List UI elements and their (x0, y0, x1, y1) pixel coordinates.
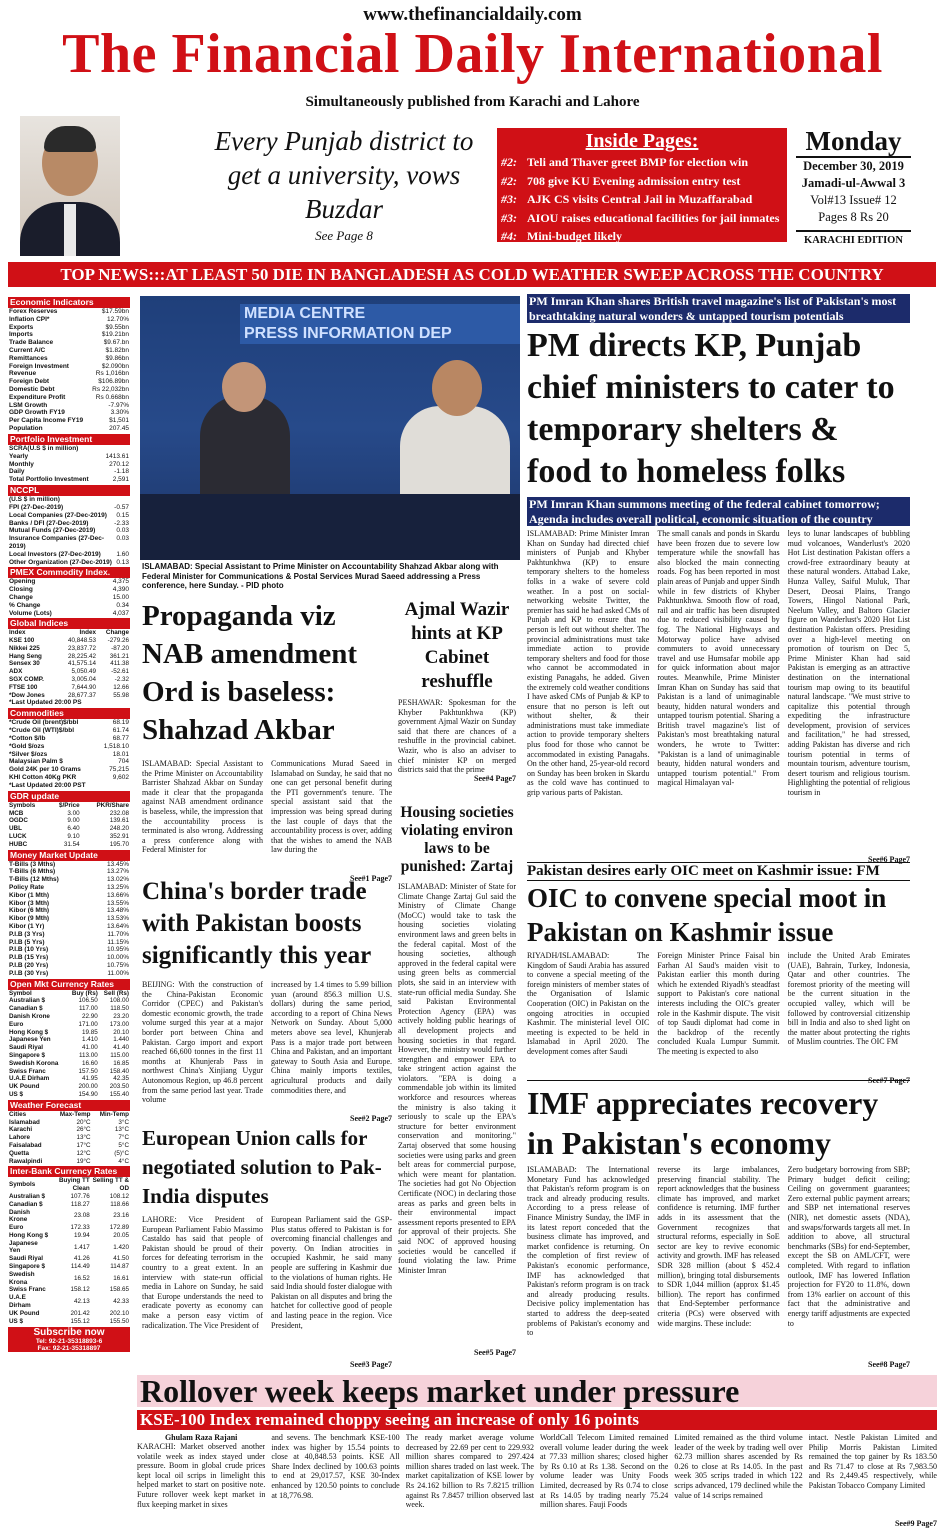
table-row: Euro 172.33 172.89 (9, 1224, 129, 1232)
sidebar-row: *Silver $/ozs 18.01 (9, 750, 129, 758)
story-body: Zero budgetary borrowing from SBP; Primary budget deficit ceiling; Ceiling on government guarantees; Zero external public payment arrears; and SBP net international reserves (NIR), net domestic assets (NDA), and swaps/forwards targets all met. In addition to above, all structural benchmarks (SBs) for end-September, except the SB on AML/CFT, were completed. With regard to inflation outlook, IMF has lowered Inflation projection for FY20 to 11.8%, down from 13% earlier on account of this fact that the administrative and energy tariff adjustments are expected to (787, 1165, 910, 1328)
table-header: Index Index Change (9, 629, 129, 637)
sidebar-row: P.I.B (15 Yrs) 10.00% (9, 954, 129, 962)
story-headline[interactable]: Propaganda viz NAB amendment Ord is baseless: Shahzad Akbar (142, 600, 358, 746)
sidebar-row: Kibor (1 Mth) 13.66% (9, 891, 129, 899)
sidebar-subtitle: (U.S $ in million) (9, 495, 60, 503)
sidebar-row: GDP Growth FY19 3.30% (9, 409, 129, 417)
table-row: Sensex 30 41,575.14 411.38 (9, 660, 129, 668)
sidebar-table (8, 802, 130, 849)
story-body: PESHAWAR: Spokesman for the Khyber Pakhtunkhwa (KP) government Ajmal Wazir on Sunday said that there are chances of a reshuffle in the provincial cabinet. Wazir, who is also an adviser to chief minister KP on merged districts said that the prime (398, 698, 516, 774)
dateline-edition: KARACHI EDITION (796, 230, 911, 246)
sidebar-row: Yearly 1413.61 (9, 452, 129, 460)
table-row: Euro 171.00 173.00 (9, 1020, 129, 1028)
table-row: UK Pound 200.00 203.50 (9, 1083, 129, 1091)
story-eu (142, 1124, 392, 1369)
market-headline[interactable]: Rollover week keeps market under pressure (137, 1375, 937, 1407)
story-kicker: Pakistan desires early OIC meet on Kashmir issue: FM (527, 862, 910, 881)
sidebar-row: % Change 0.34 (9, 601, 129, 609)
table-row: US $ 154.90 155.40 (9, 1090, 129, 1098)
sidebar-row: Domestic Debt Rs 22,032bn (9, 385, 129, 393)
story-body: The small canals and ponds in Skardu have been frozen due to severe low temperature while the snowfall has also blocked the main connecting roads. Fog has been reported in most plain areas of Punjab and upper Sindh while in few districts of Khyber Pakhtunkhwa. Smooth flow of road, rail and air traffic has been disrupted due to reduced visibility caused by fog. The National Highways and Motorway police have advised commuters to avoid unnecessary travel and use Humsafar mobile app for quick information about major routes. Meanwhile, Prime Minister Imran Khan on Sunday has said that Pakistan is a land of unimaginable beauty, hidden natural wonders and untapped tourism potential. Sharing a British travel magazine's list of Pakistan's most breathtaking natural wonders, he wrote to Twitter: "Pakistan is a land of unimaginable beauty, hidden natural wonders and untapped tourism potential." From magical Himalayan val- (657, 529, 780, 788)
story-body: The ready market average volume decreased by 22.69 per cent to 229.932 million shares compared to 297.424 million shares traded on last week. The market capitalization of KSE lower by Rs 24.162 billion to Rs 7.8215 trillion against Rs 7.8457 trillion observed last week. (405, 1433, 534, 1510)
sidebar-row: Change 15.00 (9, 593, 129, 601)
table-header: Symbols $/Price PKR/Share (9, 801, 129, 809)
story-china (142, 876, 392, 1123)
table-row: Saudi Riyal 41.00 41.40 (9, 1044, 129, 1052)
table-row: Australian $ 107.76 108.12 (9, 1192, 129, 1200)
inside-item[interactable]: #4: Mini-budget likely (501, 229, 623, 243)
subscribe-box[interactable] (8, 1327, 130, 1352)
subscribe-title: Subscribe now (33, 1327, 105, 1339)
story-headline[interactable]: PM directs KP, Punjab chief ministers to cater to temporary shelters & food to homeless folks (527, 327, 895, 490)
story-body: LAHORE: Vice President of European Parliament Fabio Massimo Castaldo has said that people of Pakistan should be proud of their forces for defeating terrorism in the country to a great extent. In an interview with state-run official media in Lahore on Sunday, he said that Europe understands the need to eradicate poverty as economy can make a person easy victim of radicalization. The Vice President of (142, 1215, 263, 1330)
market-sidebar (8, 296, 130, 1532)
story-nab (142, 597, 392, 883)
sidebar-row: Population 207.45 (9, 424, 129, 432)
story-headline[interactable]: IMF appreciates recovery in Pakistan's economy (527, 1080, 910, 1163)
dateline-date: December 30, 2019 (803, 159, 904, 173)
gdr-header: GDR update (8, 791, 130, 802)
table-row: UK Pound 201.42 202.10 (9, 1309, 129, 1317)
table-header: Symbols Buying TT Clean Selling TT & OD (9, 1177, 129, 1193)
table-row: ADX 5,050.49 -52.61 (9, 668, 129, 676)
table-row: Japanese Yen 1.417 1.420 (9, 1239, 129, 1255)
story-body: Limited remained as the third volume leader of the week by trading well over 62.73 million shares ascended by Rs 0.26 to close at Rs 14.05. In the past week 305 scrips traded in which 122 scrips advanced, 179 declined while the value of 14 scrips remained (674, 1433, 803, 1500)
table-row: U.A.E Dirham 42.13 42.33 (9, 1294, 129, 1310)
table-row: HUBC 31.54 195.70 (9, 840, 129, 848)
story-housing (398, 804, 516, 1357)
open-market-header: Open Mkt Currency Rates (8, 979, 130, 990)
story-body: ISLAMABAD: Prime Minister Imran Khan on Sunday had directed chief ministers of Punjab and Khyber Pakhtunkhwa (KP) to ensure temporary shelters to the homeless folks in a wake of severe cold weather. In a post on social-networking website Twitter, the premier has said he had asked CMs of Punjab and KP to ensure that no person is left out without shelter. The provincial administrations must take immediate action to provide temporary shelters and food for those who cannot be accommodated in existing Panagahs, he added. Given the extremely cold weather conditions I have asked CMs of Punjab & KP to ensure that no person is left out without shelter, & their administrations must take immediate action to provide temporary shelters plus food for those who cannot be accommodated in existing Panagahs. On the other hand, 25-year-old record on Sunday has been broken in Skardu as the cold wave has continued to grip various parts of Pakistan. (527, 529, 650, 798)
subscribe-tel: Tel: 92-21-35318893-6 (35, 1338, 103, 1346)
story-body: increased by 1.4 times to 5.99 billion yuan (around 856.3 million U.S. dollars) during the same period, according to a report of China News Network on Sunday. About 5,000 meters above sea level, Khunjerab Pass is a major trade port between China and Pakistan, and an important gateway to South Asia and Europe. China mainly imports textiles, agricultural products and daily commodities there, and (271, 980, 392, 1095)
sidebar-row: *Crude Oil (brent)$/bbl 68.19 (9, 719, 129, 727)
story-see: See#4 Page7 (474, 774, 516, 783)
economic-indicators-header: Economic Indicators (8, 297, 130, 308)
table-row: Hong Kong $ 19.94 20.05 (9, 1231, 129, 1239)
table-row: SGX COMP. 3,005.04 -2.32 (9, 676, 129, 684)
table-row: US $ 155.12 155.50 (9, 1317, 129, 1325)
dateline-hijri: Jamadi-ul-Awwal 3 (801, 176, 906, 190)
table-row: OGDC 9.00 139.61 (9, 817, 129, 825)
story-body: leys to lunar landscapes of bubbling mud volcanoes, Wanderlust's 2020 Hot List destination Pakistan offers a crowd-free extraordinary beauty at these natural wonders. Attabad Lake, Hunza Valley, Saiful Muluk, Thar Desert, Deosai Plains, Trango Towers, Hingol National Park, Neelum Valley, and Baltoro Glacier figure on Wanderlust's 2020 Hot List destination Pakistan offers. Presiding over a high-level meeting on promotion of tourism on Dec 5, Prime Minister Khan had said Pakistan is emerging as an attractive destination on the international tourism map owing to its beautiful natural landscape. "We must strive to capitalize this potential through expediting the infrastructure development, provision of services and facilitation," he had stressed, adding Pakistan has diverse and rich tourism potential in terms of mountain tourism, adventure tourism, desert tourism and religious tourism. Highlighting the potential of religious tourism in (787, 529, 910, 798)
portfolio-investment-header: Portfolio Investment (8, 434, 130, 445)
table-row: Singapore $ 113.00 115.00 (9, 1051, 129, 1059)
story-see: See#7 Page7 (868, 1076, 910, 1085)
table-row: MCB 3.00 232.08 (9, 809, 129, 817)
interbank-header: Inter-Bank Currency Rates (8, 1166, 130, 1177)
sidebar-row: Imports $19.21bn (9, 331, 129, 339)
table-row: Islamabad 20°C 3°C (9, 1118, 129, 1126)
commodities-header: Commodities (8, 708, 130, 719)
sidebar-row: Exports $9.55bn (9, 323, 129, 331)
sidebar-row: Gold 24K per 10 Grams 75,215 (9, 766, 129, 774)
weather-header: Weather Forecast (8, 1100, 130, 1111)
sidebar-row: Forex Reserves $17.59bn (9, 308, 129, 315)
sidebar-row: Local Investors (27-Dec-2019) 1.60 (9, 550, 129, 558)
sidebar-row: Expenditure Profit Rs 0.668bn (9, 393, 129, 401)
sidebar-row: Foreign Investment $2.090bn (9, 362, 129, 370)
sidebar-table (8, 990, 130, 1099)
dateline-pages: Pages 8 Rs 20 (818, 210, 889, 224)
table-row: Danish Krone 23.08 23.16 (9, 1208, 129, 1224)
story-market (137, 1433, 937, 1529)
masthead-url[interactable]: www.thefinancialdaily.com (363, 4, 582, 25)
sidebar-row: Mutual Funds (27-Dec-2019) 0.03 (9, 527, 129, 535)
story-byline: Ghulam Raza Rajani (164, 1433, 238, 1442)
story-see: See#5 Page7 (474, 1348, 516, 1357)
table-row: Canadian $ 118.27 118.66 (9, 1200, 129, 1208)
story-oic (527, 862, 910, 1085)
dateline-vol: Vol#13 Issue# 12 (810, 193, 897, 207)
table-row: Swiss Franc 158.12 158.65 (9, 1286, 129, 1294)
story-body: RIYADH/ISLAMABAD: The Kingdom of Saudi Arabia has assured to convene a special meeting of the foreign ministers of member states of the Organisation of Islamic Cooperation (OIC) in Pakistan on the ongoing atrocities in occupied Kashmir. The ministerial level OIC meeting is expected to be held in Islamabad in April 2020. The development comes after Saudi (527, 951, 650, 1056)
table-row: Australian $ 106.50 108.00 (9, 997, 129, 1005)
table-row: Faisalabad 17°C 5°C (9, 1141, 129, 1149)
sidebar-row: Daily -1.18 (9, 468, 129, 476)
sidebar-row: T-Bills (12 Mths) 13.02% (9, 876, 129, 884)
story-wazir (398, 598, 516, 783)
sidebar-row: Policy Rate 13.25% (9, 884, 129, 892)
story-headline[interactable]: China's border trade with Pakistan boosts significantly this year (142, 878, 372, 969)
story-headline[interactable]: European Union calls for negotiated solution to Pak-India disputes (142, 1126, 382, 1208)
story-body: Communications Murad Saeed in Islamabad on Sunday, he said that no one can get personal benefit during the PTI government's tenure. The special assistant said that the impression was being spread during the last couple of days that the accountability process is over, adding that the wishes to amend the NAB law during the (271, 759, 392, 855)
sidebar-row: Trade Balance $9.67.bn (9, 339, 129, 347)
sidebar-row: T-Bills (6 Mths) 13.27% (9, 868, 129, 876)
sidebar-table (8, 1177, 130, 1325)
story-body: include the United Arab Emirates (UAE), Bahrain, Turkey, Indonesia, Qatar and other countries. The foremost priority of the meeting will be the current situation in the occupied valley, which will be followed by controversial citizenship bill in India and also to shed light on the matter about protecting the rights of Muslim countries. The OIC FM (787, 951, 910, 1047)
sidebar-table (8, 629, 130, 699)
sidebar-row: Opening 4,375 (9, 578, 129, 586)
sidebar-row: Current A/C $1.82bn (9, 346, 129, 354)
sidebar-row: Kibor (1 Yr) 13.64% (9, 923, 129, 930)
sidebar-row: Revenue Rs 1,016bn (9, 370, 129, 378)
buzdar-portrait (20, 116, 120, 256)
dateline-box (796, 126, 911, 246)
table-row: FTSE 100 7,644.90 12.66 (9, 683, 129, 691)
sidebar-row: *Cotton $/lb 68.77 (9, 735, 129, 743)
table-row: Swedish Krona 16.52 16.61 (9, 1270, 129, 1286)
table-row: Saudi Riyal 41.26 41.50 (9, 1255, 129, 1263)
story-body: ISLAMABAD: Special Assistant to the Prime Minister on Accountability Barrister Shahzad Akbar on Sunday made it clear that the propaganda against NAB amendment ordinance is baseless, while, the impression that the accountability process is terminated is also wrong. Addressing a press conference along with Federal Minister for (142, 759, 263, 855)
table-row: Canadian $ 117.00 118.50 (9, 1005, 129, 1013)
masthead-subtitle: Simultaneously published from Karachi and Lahore (305, 94, 640, 110)
story-pm (527, 294, 910, 864)
story-see: See#3 Page7 (350, 1360, 392, 1369)
table-row: Hong Kong $ 19.85 20.10 (9, 1028, 129, 1036)
photo-caption: ISLAMABAD: Special Assistant to Prime Minister on Accountability Shahzad Akbar along with Federal Minister for Communications & Postal Services Murad Saeed addressing a Press conference, here Sunday. - PID photo (142, 562, 499, 590)
sidebar-row: P.I.B (20 Yrs) 10.75% (9, 961, 129, 969)
story-body: WorldCall Telecom Limited remained overall volume leader during the week at 77.33 million shares; closed higher by Rs 0.10 at Rs 1.38. Second on the volume leader was Unity Foods Limited, decreased by Rs 0.74 to close at Rs 14.05 by trading nearly 75.24 million shares. Fauji Foods (539, 1433, 669, 1510)
sidebar-row: Foreign Debt $106.89bn (9, 378, 129, 386)
table-row: Singapore $ 114.49 114.87 (9, 1263, 129, 1271)
sidebar-row: Inflation CPI* 12.70% (9, 315, 129, 323)
sidebar-row: Closing 4,390 (9, 586, 129, 594)
sidebar-row: KHI Cotton 40Kg PKR 9,602 (9, 774, 129, 782)
story-headline[interactable]: Housing societies violating environ laws to be punished: Zartaj (400, 804, 514, 875)
sidebar-row: Kibor (9 Mth) 13.53% (9, 915, 129, 923)
inside-item[interactable]: #3: AJK CS visits Central Jail in Muzaffarabad (501, 192, 753, 206)
sidebar-row: Total Portfolio Investment 2,591 (9, 476, 129, 484)
table-row: KSE 100 40,848.53 -279.26 (9, 637, 129, 645)
story-body: BEIJING: With the construction of the China-Pakistan Economic Corridor (CPEC) and Pakistan's domestic economic growth, the trade volume surged this year at a major border port between China and Pakistan. Cargo import and export reached 66,600 tonnes in the first 11 months at Khunjerab Pass in northwest China's Xinjiang Uygur Autonomous Region, up 46.8 percent from the same period last year. Trade volume (142, 980, 263, 1105)
sidebar-row: Local Companies (27-Dec-2019) 0.15 (9, 511, 129, 519)
inside-item[interactable]: #2: Teli and Thaver greet BMP for election win (501, 155, 748, 169)
sidebar-row: LSM Growth -7.97% (9, 401, 129, 409)
sidebar-row: Monthly 270.12 (9, 460, 129, 468)
money-market-header: Money Market Update (8, 850, 130, 861)
sidebar-row: *Gold $/ozs 1,518.10 (9, 742, 129, 750)
sidebar-row: Banks / DFI (27-Dec-2019) -2.33 (9, 519, 129, 527)
story-body: reverse its large imbalances, preserving financial stability. The report acknowledges that the business climate has improved, and market confidence is returning. IMF further adds in its assessment that the Government recognizes that structural reforms, especially in SoE sector are key to revive economic activity and growth. IMF has released SDR 328 million (about $ 452.4 million), bringing total disbursements to SDR 1,044 million (approx $1.45 billion). The report has confirmed that End-September performance criteria (PCs) were observed with wide margins. These include: (657, 1165, 780, 1328)
story-body: intact. Nestle Pakistan Limited and Philip Morris Pakistan Limited remained the top gainer by Rs 183.50 and Rs 71.47 to close at Rs 7,983.50 and Rs 2,449.45 respectively, while Pakistan Tobacco Company Limited (808, 1433, 937, 1490)
story-body: ISLAMABAD: The International Monetary Fund has acknowledged that Pakistan's reform program is on track and already producing results. According to a press release of Finance Ministry Sunday, the IMF in its latest report conceded that the business climate has improved, and market confidence is returning. On the completion of first review of Pakistan's economic performance, IMF has acknowledged that Pakistan's reform program is on track and already producing results. Decisive policy implementation has started to address the deep-seated problems of Pakistan's economy and to (527, 1165, 650, 1338)
lead-teaser-see: See Page 8 (315, 228, 373, 243)
story-imf (527, 1080, 910, 1369)
press-conference-photo (140, 296, 520, 560)
table-row: LUCK 9.10 352.91 (9, 833, 129, 841)
masthead-title: The Financial Daily International (62, 23, 883, 85)
dateline-day: Monday (796, 126, 911, 158)
sidebar-row: Kibor (3 Mth) 13.55% (9, 899, 129, 907)
table-header: Symbol Buy (Rs) Sell (Rs) (9, 989, 129, 997)
table-row: Swiss Franc 157.50 158.40 (9, 1067, 129, 1075)
story-body: KARACHI: Market observed another volatile week as index stayed under pressure. Boom in global crude prices kept local oil scrips in limelight this helped market to start on positive note. Future rollover week kept market in flux keeping market in sixes (137, 1442, 266, 1509)
sidebar-row: Malaysian Palm $ 704 (9, 758, 129, 766)
story-body: European Parliament said the GSP-Plus status offered to Pakistan is for overcoming financial challenges and poverty. On Indian atrocities in occupied Kashmir, he said many people are suffering in Kashmir due to the violations of human rights. He said India should foster dialogue with Pakistan on all disputes and bring the hatchet for collective good of people and lasting peace in the region. Vice President, (271, 1215, 392, 1330)
sidebar-row: P.I.B (3 Yrs) 11.70% (9, 930, 129, 938)
sidebar-row: P.I.B (5 Yrs) 11.15% (9, 938, 129, 946)
story-body: Foreign Minister Prince Faisal bin Farhan Al Saud's maiden visit to Pakistan earlier this month during which he extended Riyadh's steadfast support to Pakistan's core national interests including the OIC's greater role in the Kashmir dispute. The visit of top Saudi diplomat had come in the backdrop of the recently concluded Kuala Lumpur Summit. The meeting is expected to also (657, 951, 780, 1056)
top-news-ticker[interactable]: TOP NEWS:::AT LEAST 50 DIE IN BANGLADESH AS COLD WEATHER SWEEP ACROSS THE COUNTRY (8, 262, 936, 287)
sidebar-note: *Last Updated 20:00 PST (9, 781, 86, 789)
sidebar-row: Kibor (6 Mth) 13.48% (9, 907, 129, 915)
sidebar-row: Volume (Lots) 4,037 (9, 609, 129, 617)
sidebar-row: *Crude Oil (WTI)$/bbl 61.74 (9, 727, 129, 735)
lead-teaser-headline[interactable]: Every Punjab district to get a university, vows Buzdar (214, 126, 474, 224)
sidebar-subtitle: SCRA(U.S $ in million) (9, 444, 79, 452)
sidebar-row: Other Organization (27-Dec-2019) 0.13 (9, 558, 129, 566)
story-headline[interactable]: Ajmal Wazir hints at KP Cabinet reshuffle (404, 599, 510, 692)
story-see: See#8 Page7 (868, 1360, 910, 1369)
table-row: Nikkei 225 23,837.72 -87.20 (9, 644, 129, 652)
inside-pages-title: Inside Pages: (585, 130, 699, 152)
story-see: See#1 Page7 (350, 874, 392, 883)
story-subkicker: PM Imran Khan summons meeting of the federal cabinet tomorrow; Agenda includes overall political, economic situation of the country (527, 497, 910, 526)
table-row: Rawalpindi 19°C 4°C (9, 1157, 129, 1165)
table-row: *Dow Jones 28,677.37 55.98 (9, 691, 129, 699)
sidebar-row: Remittances $9.86bn (9, 354, 129, 362)
pmex-header: PMEX Commodity Index. (8, 567, 130, 578)
table-row: Swedish Korona 16.60 16.85 (9, 1059, 129, 1067)
inside-pages-box (497, 128, 787, 242)
story-kicker: PM Imran Khan shares British travel magazine's list of Pakistan's most breathtaking natural wonders & untapped tourism potentials (527, 294, 910, 323)
market-subhead: KSE-100 Index remained choppy seeing an increase of only 16 points (137, 1410, 937, 1430)
story-body: ISLAMABAD: Minister of State for Climate Change Zartaj Gul said the Ministry of Climate Change (MoCC) would take to task the housing societies violating environment laws and green belts in the federal capital. Most of the housing societies, although approved in the federal capital were using green belts as commercial plots, she said in an interview with state-run official media Sunday. She said Pakistan Environmental Protection Agency (EPA) was actively holding public hearings of all development projects and housing societies in that regard. However, the ministry would further strengthen and empower EPA to take stringent action against the violators. "EPA is doing a commendable job within its limited workforce and resources whereas the ministry is also taking it seriously to scale up the EPA's structure for better environment conservation and monitoring." Zartaj observed that some housing societies were using parks and green belt areas for commercial purpose, which were meant for plantation. The societies had got No Objection Certificate (NOC) in declaring those areas as parks and green belts in their environmental impact assessment reports presented to EPA for approval of their projects. She said NOC of approved housing societies would be cancelled if found violating the law. Prime Minister Imran (398, 882, 516, 1275)
story-body: and sevens. The benchmark KSE-100 index was higher by 15.54 points to close at 40,848.53 points. KSE All Share Index declined by 100.63 points to end at 29,017.57, KSE 30-Index enhanced by 120.50 points to conclude at 18,776.98. (271, 1433, 400, 1500)
table-row: Japanese Yen 1.410 1.440 (9, 1036, 129, 1044)
inside-item[interactable]: #2: 708 give KU Evening admission entry test (501, 173, 741, 188)
sidebar-note: *Last Updated 20:00 PS (9, 699, 82, 707)
sidebar-table (8, 1111, 130, 1166)
sidebar-row: P.I.B (30 Yrs) 11.00% (9, 969, 129, 977)
global-indices-header: Global Indices (8, 618, 130, 629)
story-see: See#9 Page7 (894, 1519, 937, 1528)
sidebar-row: P.I.B (10 Yrs) 10.95% (9, 946, 129, 954)
sidebar-row: T-Bills (3 Mths) 13.45% (9, 860, 129, 868)
photo-banner: MEDIA CENTRE PRESS INFORMATION DEP (240, 304, 520, 344)
table-row: Quetta 12°C (5)°C (9, 1149, 129, 1157)
sidebar-row: Per Capita Income FY19 $1,501 (9, 417, 129, 425)
nccpl-header: NCCPL (8, 485, 130, 496)
story-see: See#2 Page7 (350, 1114, 392, 1123)
inside-item[interactable]: #3: AIOU raises educational facilities for jail inmates (501, 210, 780, 225)
table-header: Cities Max-Temp Min-Temp (9, 1110, 129, 1118)
story-headline[interactable]: OIC to convene special moot in Pakistan on Kashmir issue (527, 883, 887, 947)
table-row: UBL 6.40 248.20 (9, 825, 129, 833)
table-row: U.A.E Dirham 41.95 42.35 (9, 1075, 129, 1083)
subscribe-fax: Fax: 92-21-35318897 (37, 1345, 101, 1353)
sidebar-row: FPI (27-Dec-2019) -0.57 (9, 503, 129, 511)
table-row: Hang Seng 28,225.42 361.21 (9, 652, 129, 660)
table-row: Karachi 26°C 13°C (9, 1126, 129, 1134)
sidebar-row: Insurance Companies (27-Dec-2019) 0.03 (9, 535, 129, 550)
story-see: See#6 Page7 (868, 855, 910, 864)
table-row: Lahore 13°C 7°C (9, 1134, 129, 1142)
table-row: Danish Krone 22.90 23.20 (9, 1012, 129, 1020)
